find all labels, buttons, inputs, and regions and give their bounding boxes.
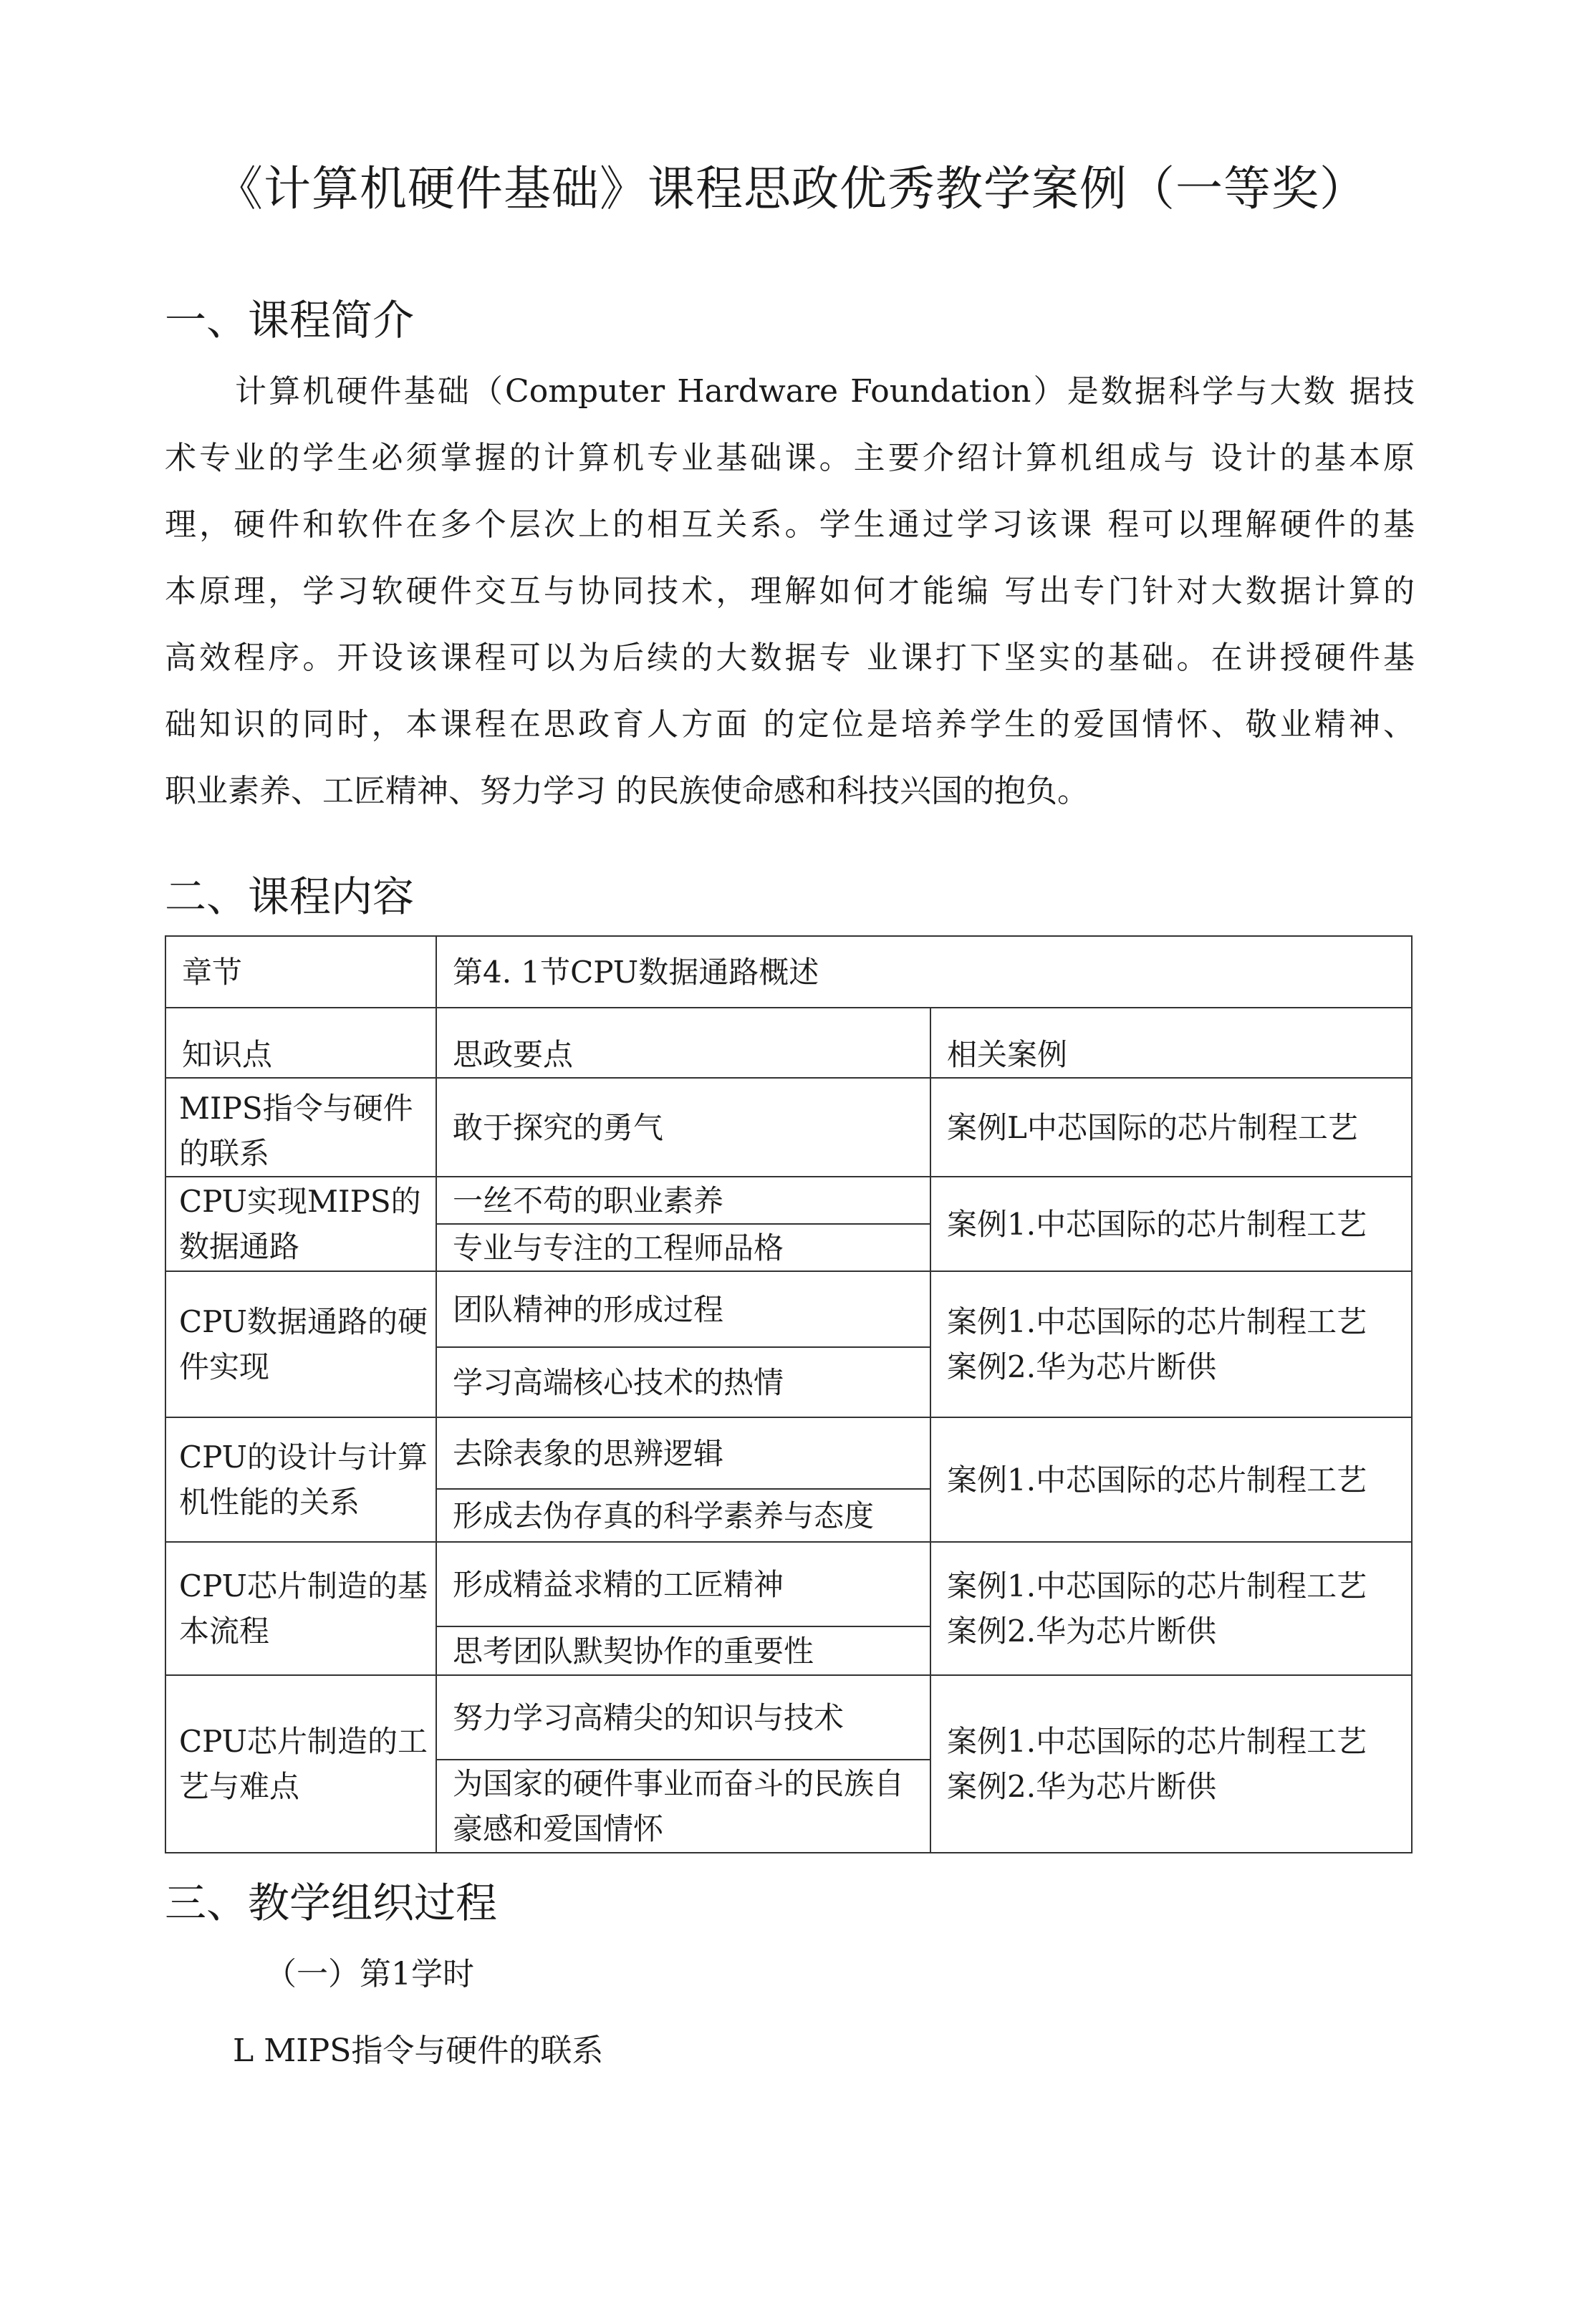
intro-paragraph <box>165 358 1415 824</box>
course-content-table <box>165 935 1413 1853</box>
case-cell: 案例1.中芯国际的芯片制程工艺 案例2.华为芯片断供 <box>930 1675 1412 1853</box>
point-cell: 形成精益求精的工匠精神 <box>436 1542 930 1626</box>
point-cell: 一丝不苟的职业素养 <box>436 1177 930 1224</box>
table-row <box>165 936 1412 1008</box>
knowledge-cell: CPU的设计与计算机性能的关系 <box>165 1417 436 1542</box>
section-heading-content: 二、课程内容 <box>165 872 415 921</box>
case-cell: 案例1.中芯国际的芯片制程工艺 案例2.华为芯片断供 <box>930 1271 1412 1417</box>
knowledge-cell: CPU芯片制造的基本流程 <box>165 1542 436 1675</box>
table-row <box>165 1417 1412 1489</box>
intro-line: 本原理，学习软硬件交互与协同技术，理解如何才能编 写出专门针对大数据计算的 <box>165 573 1415 609</box>
header-knowledge: 知识点 <box>165 1008 436 1078</box>
point-cell: 形成去伪存真的科学素养与态度 <box>436 1489 930 1542</box>
list-item: L MIPS指令与硬件的联系 <box>233 2033 604 2069</box>
table-row <box>165 1675 1412 1760</box>
document-title: 《计算机硬件基础》课程思政优秀教学案例（一等奖） <box>216 161 1367 216</box>
knowledge-cell: CPU实现MIPS的 数据通路 <box>165 1177 436 1271</box>
point-cell: 去除表象的思辨逻辑 <box>436 1417 930 1489</box>
intro-line: 高效程序。开设该课程可以为后续的大数据专 业课打下坚实的基础。在讲授硬件基 <box>165 640 1415 676</box>
chapter-label-cell: 章节 <box>165 936 436 1008</box>
point-cell: 努力学习高精尖的知识与技术 <box>436 1675 930 1760</box>
table-row <box>165 1271 1412 1347</box>
section-heading-process: 三、教学组织过程 <box>165 1879 498 1927</box>
chapter-value-cell: 第4. 1节CPU数据通路概述 <box>436 936 1412 1008</box>
case-cell: 案例1.中芯国际的芯片制程工艺 <box>930 1417 1412 1542</box>
intro-line: 职业素养、工匠精神、努力学习 的民族使命感和科技兴国的抱负。 <box>165 773 1089 809</box>
subsection-heading: （一）第1学时 <box>265 1956 474 1992</box>
case-cell: 案例1.中芯国际的芯片制程工艺 案例2.华为芯片断供 <box>930 1542 1412 1675</box>
intro-line: 础知识的同时，本课程在思政育人方面 的定位是培养学生的爱国情怀、敬业精神、 <box>165 706 1415 743</box>
table-header-row <box>165 1008 1412 1078</box>
case-cell: 案例1.中芯国际的芯片制程工艺 <box>930 1177 1412 1271</box>
point-cell: 专业与专注的工程师品格 <box>436 1224 930 1271</box>
table-row <box>165 1177 1412 1224</box>
point-cell: 敢于探究的勇气 <box>436 1078 930 1177</box>
intro-line: 理，硬件和软件在多个层次上的相互关系。学生通过学习该课 程可以理解硬件的基 <box>165 506 1415 543</box>
table-row <box>165 1078 1412 1177</box>
intro-line: 术专业的学生必须掌握的计算机专业基础课。主要介绍计算机组成与 设计的基本原 <box>165 440 1415 476</box>
knowledge-cell: CPU芯片制造的工艺与难点 <box>165 1675 436 1853</box>
header-ideology: 思政要点 <box>436 1008 930 1078</box>
section-heading-intro: 一、课程简介 <box>165 296 415 344</box>
header-cases: 相关案例 <box>930 1008 1412 1078</box>
intro-line: 计算机硬件基础（Computer Hardware Foundation）是数据科学与大数 据技 <box>235 373 1415 410</box>
case-cell: 案例L中芯国际的芯片制程工艺 <box>930 1078 1412 1177</box>
knowledge-cell: CPU数据通路的硬件实现 <box>165 1271 436 1417</box>
point-cell: 为国家的硬件事业而奋斗的民族自豪感和爱国情怀 <box>436 1760 930 1853</box>
knowledge-cell: MIPS指令与硬件 的联系 <box>165 1078 436 1177</box>
point-cell: 学习高端核心技术的热情 <box>436 1347 930 1417</box>
point-cell: 团队精神的形成过程 <box>436 1271 930 1347</box>
point-cell: 思考团队默契协作的重要性 <box>436 1626 930 1675</box>
table-row <box>165 1542 1412 1626</box>
